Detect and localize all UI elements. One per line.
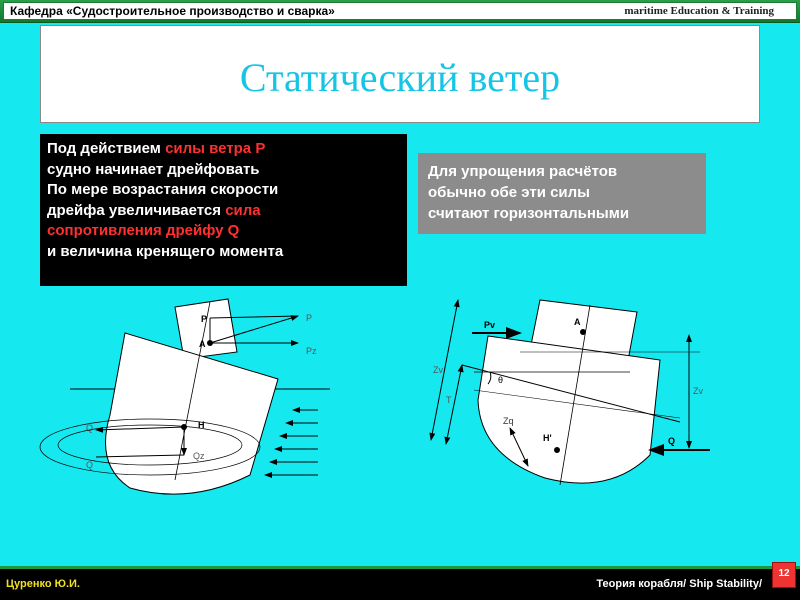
right-label-A: A	[574, 317, 581, 327]
left-label-P: P	[201, 314, 208, 324]
black-line-3: По мере возрастания скорости	[47, 181, 279, 198]
brand-label: maritime Education & Training	[624, 5, 774, 17]
black-line-2: судно начинает дрейфовать	[47, 160, 260, 178]
right-label-Zv-left: Zv	[433, 365, 443, 375]
grey-line-3: считают горизонтальными	[428, 205, 630, 222]
right-label-Zq: Zq	[503, 416, 514, 426]
author-label: Цуренко Ю.И.	[6, 578, 80, 590]
black-line-5: сопротивления дрейфу Q	[47, 222, 240, 239]
right-point-A	[580, 329, 586, 335]
grey-line-2: обычно обе эти силы	[428, 184, 590, 201]
right-label-theta: θ	[498, 375, 504, 385]
black-line-4: дрейфа увеличивается сила	[47, 201, 261, 219]
black-line-6: и величина кренящего момента	[47, 242, 284, 260]
right-label-H: H'	[543, 433, 552, 443]
page-number-badge: 12	[772, 562, 796, 588]
left-label-A: A	[199, 339, 206, 349]
course-label: Теория корабля/ Ship Stability/	[596, 578, 762, 590]
slide-title: Статический ветер	[239, 55, 561, 100]
department-title: Кафедра «Судостроительное производство и сварка»	[10, 4, 335, 18]
wind-force-highlight: силы ветра P	[165, 140, 266, 157]
left-label-Q-bottom: Q	[86, 460, 94, 470]
right-point-H	[554, 447, 560, 453]
right-label-Zv-right: Zv	[693, 386, 703, 396]
left-label-Qz: Qz	[193, 451, 205, 461]
right-label-T: T	[446, 395, 452, 405]
left-label-P-right: P	[306, 313, 313, 323]
footer-bar	[0, 566, 800, 600]
resistance-highlight-a: сила	[225, 201, 261, 219]
grey-line-1: Для упрощения расчётов	[428, 163, 618, 180]
black-line-1: Под действием силы ветра P	[47, 140, 266, 157]
left-label-Q: Q	[86, 423, 94, 433]
right-label-Pv: Pv	[484, 320, 496, 330]
right-label-Q: Q	[668, 436, 676, 446]
left-label-Pz: Pz	[306, 346, 317, 356]
left-label-H: H	[198, 420, 205, 430]
